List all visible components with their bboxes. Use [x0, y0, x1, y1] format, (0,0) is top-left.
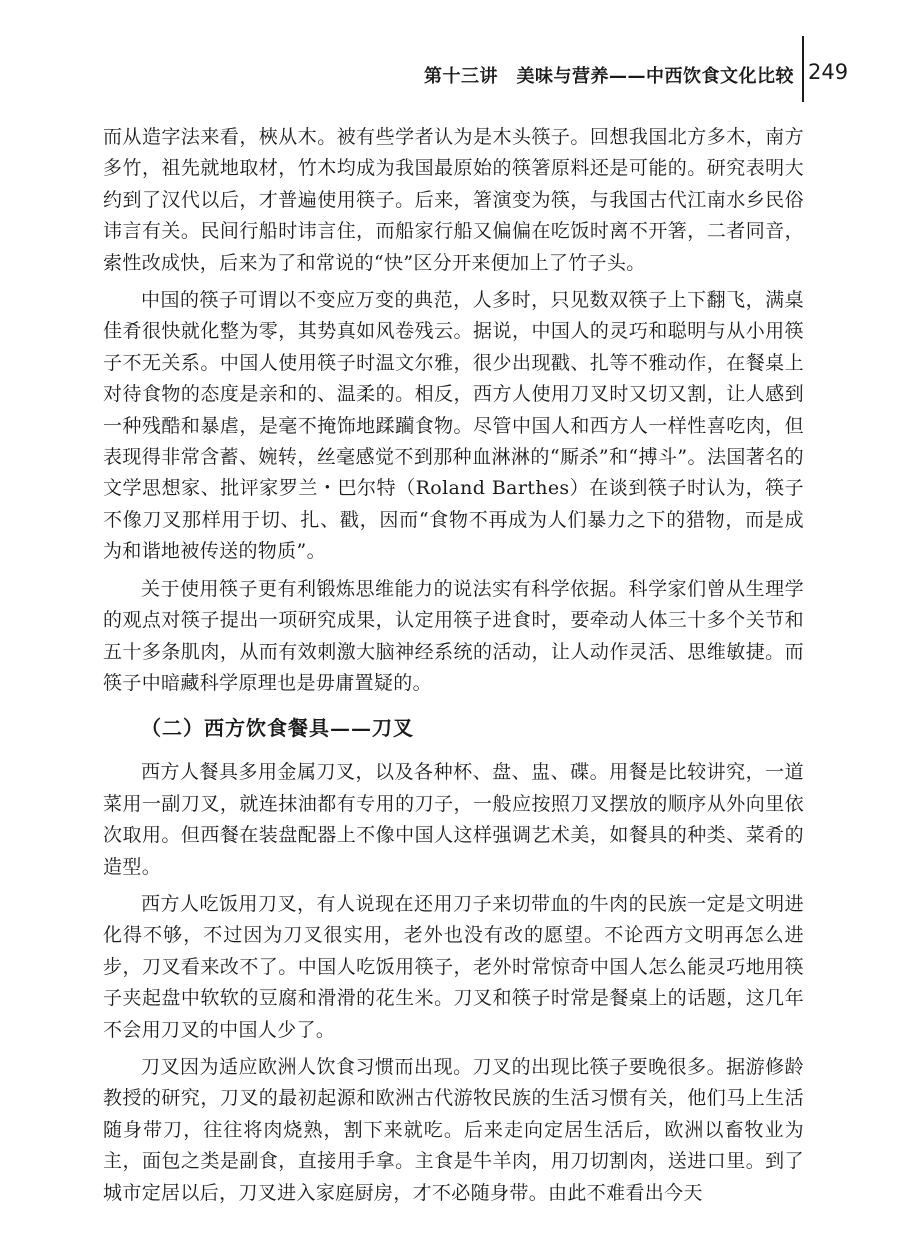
running-head: 第十三讲 美味与营养——中西饮食文化比较	[424, 66, 794, 87]
body-text	[103, 122, 804, 1215]
paragraph-3: 关于使用筷子更有利锻炼思维能力的说法实有科学依据。科学家们曾从生理学的观点对筷子提出一项研究成果，认定用筷子进食时，要牵动人体三十多个关节和五十多条肌肉，从而有效刺激大脑神经系统的活动，让人动作灵活、思维敏捷。而筷子中暗藏科学原理也是毋庸置疑的。	[103, 577, 804, 694]
section-heading: （二）西方饮食餐具——刀叉	[141, 716, 414, 741]
page-number: 249	[808, 60, 849, 84]
header-vertical-rule	[802, 36, 804, 102]
paragraph-6: 刀叉因为适应欧洲人饮食习惯而出现。刀叉的出现比筷子要晚很多。据游修龄教授的研究，刀叉的最初起源和欧洲古代游牧民族的生活习惯有关，他们马上生活随身带刀，往往将肉烧熟，割下来就吃。后来走向定居生活后，欧洲以畜牧业为主，面包之类是副食，直接用手拿。主食是牛羊肉，用刀切割肉，送进口里。到了城市定居以后，刀叉进入家庭厨房，才不必随身带。由此不难看出今天	[103, 1055, 804, 1204]
paragraph-4: 西方人餐具多用金属刀叉，以及各种杯、盘、盅、碟。用餐是比较讲究，一道菜用一副刀叉，就连抹油都有专用的刀子，一般应按照刀叉摆放的顺序从外向里依次取用。但西餐在装盘配器上不像中国人这样强调艺术美，如餐具的种类、菜肴的造型。	[103, 761, 804, 878]
paragraph-1: 而从造字法来看，梜从木。被有些学者认为是木头筷子。回想我国北方多木，南方多竹，祖先就地取材，竹木均成为我国最原始的筷箸原料还是可能的。研究表明大约到了汉代以后，才普遍使用筷子。后来，箸演变为筷，与我国古代江南水乡民俗讳言有关。民间行船时讳言住，而船家行船又偏偏在吃饭时离不开箸，二者同音，索性改成快，后来为了和常说的“快”区分开来便加上了竹子头。	[103, 126, 804, 274]
paragraph-2: 中国的筷子可谓以不变应万变的典范，人多时，只见数双筷子上下翻飞，满桌佳肴很快就化整为零，其势真如风卷残云。据说，中国人的灵巧和聪明与从小用筷子不无关系。中国人使用筷子时温文尔雅，很少出现戳、扎等不雅动作，在餐桌上对待食物的态度是亲和的、温柔的。相反，西方人使用刀叉时又切又割，让人感到一种残酷和暴虐，是毫不掩饰地蹂躏食物。尽管中国人和西方人一样性喜吃肉，但表现得非常含蓄、婉转，丝毫感觉不到那种血淋淋的“厮杀”和“搏斗”。法国著名的文学思想家、批评家罗兰・巴尔特（Roland Barthes）在谈到筷子时认为，筷子不像刀叉那样用于切、扎、戳，因而“食物不再成为人们暴力之下的猎物，而是成为和谐地被传送的物质”。	[103, 289, 804, 563]
paragraph-5: 西方人吃饭用刀叉，有人说现在还用刀子来切带血的牛肉的民族一定是文明进化得不够，不过因为刀叉很实用，老外也没有改的愿望。不论西方文明再怎么进步，刀叉看来改不了。中国人吃饭用筷子，老外时常惊奇中国人怎么能灵巧地用筷子夹起盘中软软的豆腐和滑滑的花生米。刀叉和筷子时常是餐桌上的话题，这几年不会用刀叉的中国人少了。	[103, 892, 804, 1041]
